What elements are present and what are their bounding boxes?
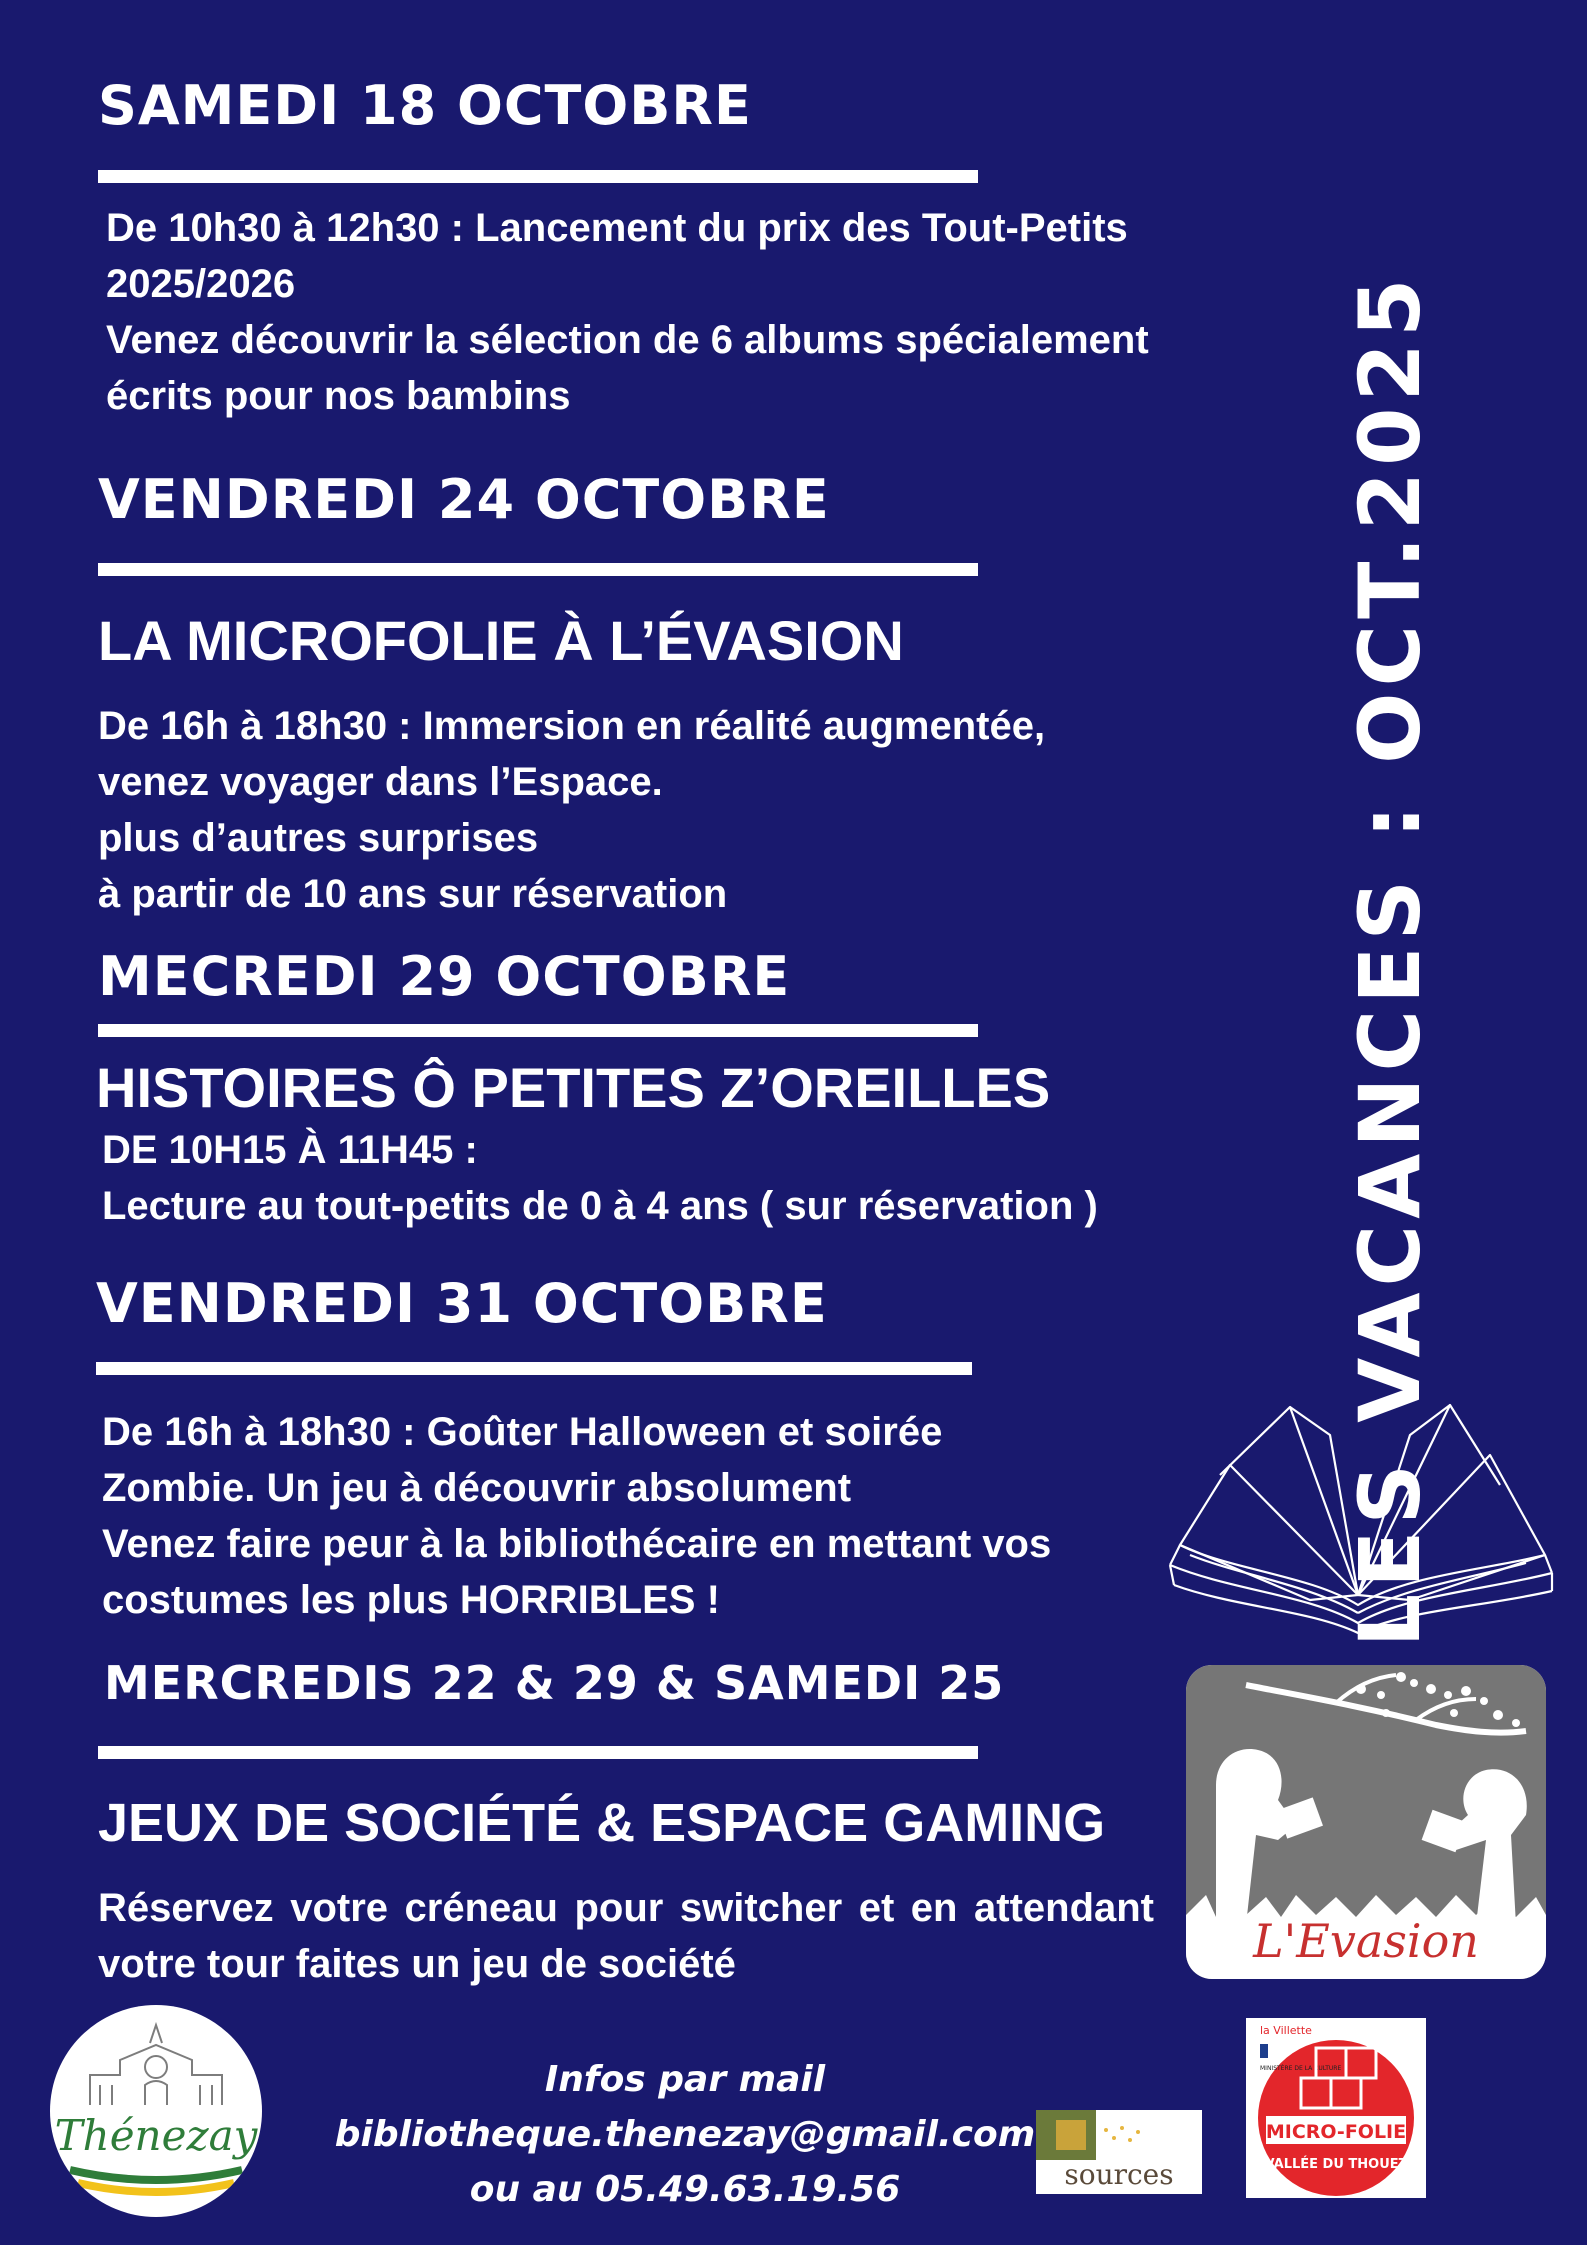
event-2-line-2: venez voyager dans l’Espace. (98, 760, 663, 804)
event-3-title: HISTOIRES Ô PETITES Z’OREILLES (96, 1056, 1051, 1119)
event-5-title: JEUX DE SOCIÉTÉ & ESPACE GAMING (98, 1793, 1106, 1853)
sources-logo (1036, 2110, 1202, 2194)
microfolie-top-text: la Villette (1260, 2024, 1312, 2037)
event-2-description (98, 698, 1045, 922)
microfolie-emblem (1246, 2018, 1426, 2198)
microfolie-name-text: MICRO-FOLIE (1265, 2121, 1407, 2143)
event-1-description (106, 200, 1149, 424)
event-1-rule (98, 170, 978, 183)
side-title-text: LES VACANCES : OCT.2025 (1341, 272, 1439, 1648)
event-2-line-4: à partir de 10 ans sur réservation (98, 872, 728, 916)
event-3-rule (98, 1024, 978, 1037)
event-4-day: VENDREDI 31 OCTOBRE (96, 1272, 828, 1335)
open-book-icon (1160, 1395, 1556, 1635)
event-5-description: Réservez votre créneau pour switcher et en attendant votre tour faites un jeu de société (98, 1886, 1154, 1986)
event-4-line-1: De 16h à 18h30 : Goûter Halloween et soirée (102, 1410, 943, 1454)
evasion-logo (1186, 1665, 1546, 1979)
event-4-line-3: Venez faire peur à la bibliothécaire en mettant vos (102, 1522, 1052, 1566)
event-3-description (102, 1122, 1098, 1234)
event-1-day: SAMEDI 18 OCTOBRE (98, 74, 752, 137)
event-4-line-4: costumes les plus HORRIBLES ! (102, 1578, 720, 1622)
event-2-rule (98, 563, 978, 576)
event-3-day: MECREDI 29 OCTOBRE (98, 945, 791, 1008)
microfolie-sub-text: VALLÉE DU THOUET (1264, 2157, 1408, 2172)
event-1-line-2: 2025/2026 (106, 262, 296, 306)
sources-logo-text: sources (1064, 2158, 1174, 2191)
evasion-illustration (1186, 1665, 1546, 1979)
contact-line-1: Infos par mail (544, 2059, 826, 2100)
event-2-day: VENDREDI 24 OCTOBRE (98, 468, 830, 531)
event-1-line-3: Venez découvrir la sélection de 6 albums spécialement (106, 318, 1149, 362)
event-3-line-2: Lecture au tout-petits de 0 à 4 ans ( sur réservation ) (102, 1184, 1098, 1228)
event-5-day: MERCREDIS 22 & 29 & SAMEDI 25 (104, 1656, 1005, 1710)
thenezay-emblem (50, 2005, 262, 2217)
microfolie-ministry-text: MINISTÈRE DE LA CULTURE (1260, 2065, 1342, 2072)
sources-emblem (1036, 2110, 1202, 2194)
event-4-rule (96, 1362, 972, 1375)
contact-block (330, 2052, 1040, 2217)
thenezay-logo (50, 2005, 262, 2217)
microfolie-logo (1246, 2018, 1426, 2198)
contact-phone: ou au 05.49.63.19.56 (469, 2169, 901, 2210)
event-2-line-1: De 16h à 18h30 : Immersion en réalité augmentée, (98, 704, 1046, 748)
contact-email[interactable]: bibliotheque.thenezay@gmail.com (334, 2114, 1036, 2155)
event-3-line-1: DE 10H15 À 11H45 : (102, 1128, 478, 1172)
event-4-line-2: Zombie. Un jeu à découvrir absolument (102, 1466, 852, 1510)
event-4-description (102, 1404, 1051, 1628)
event-2-title: LA MICROFOLIE À L’ÉVASION (98, 609, 904, 672)
event-5-rule (98, 1746, 978, 1759)
evasion-logo-text: L'Evasion (1253, 1914, 1479, 1968)
event-1-line-4: écrits pour nos bambins (106, 374, 571, 418)
thenezay-logo-text: Thénezay (54, 2111, 258, 2160)
event-1-line-1: De 10h30 à 12h30 : Lancement du prix des Tout-Petits (106, 206, 1128, 250)
event-2-line-3: plus d’autres surprises (98, 816, 539, 860)
